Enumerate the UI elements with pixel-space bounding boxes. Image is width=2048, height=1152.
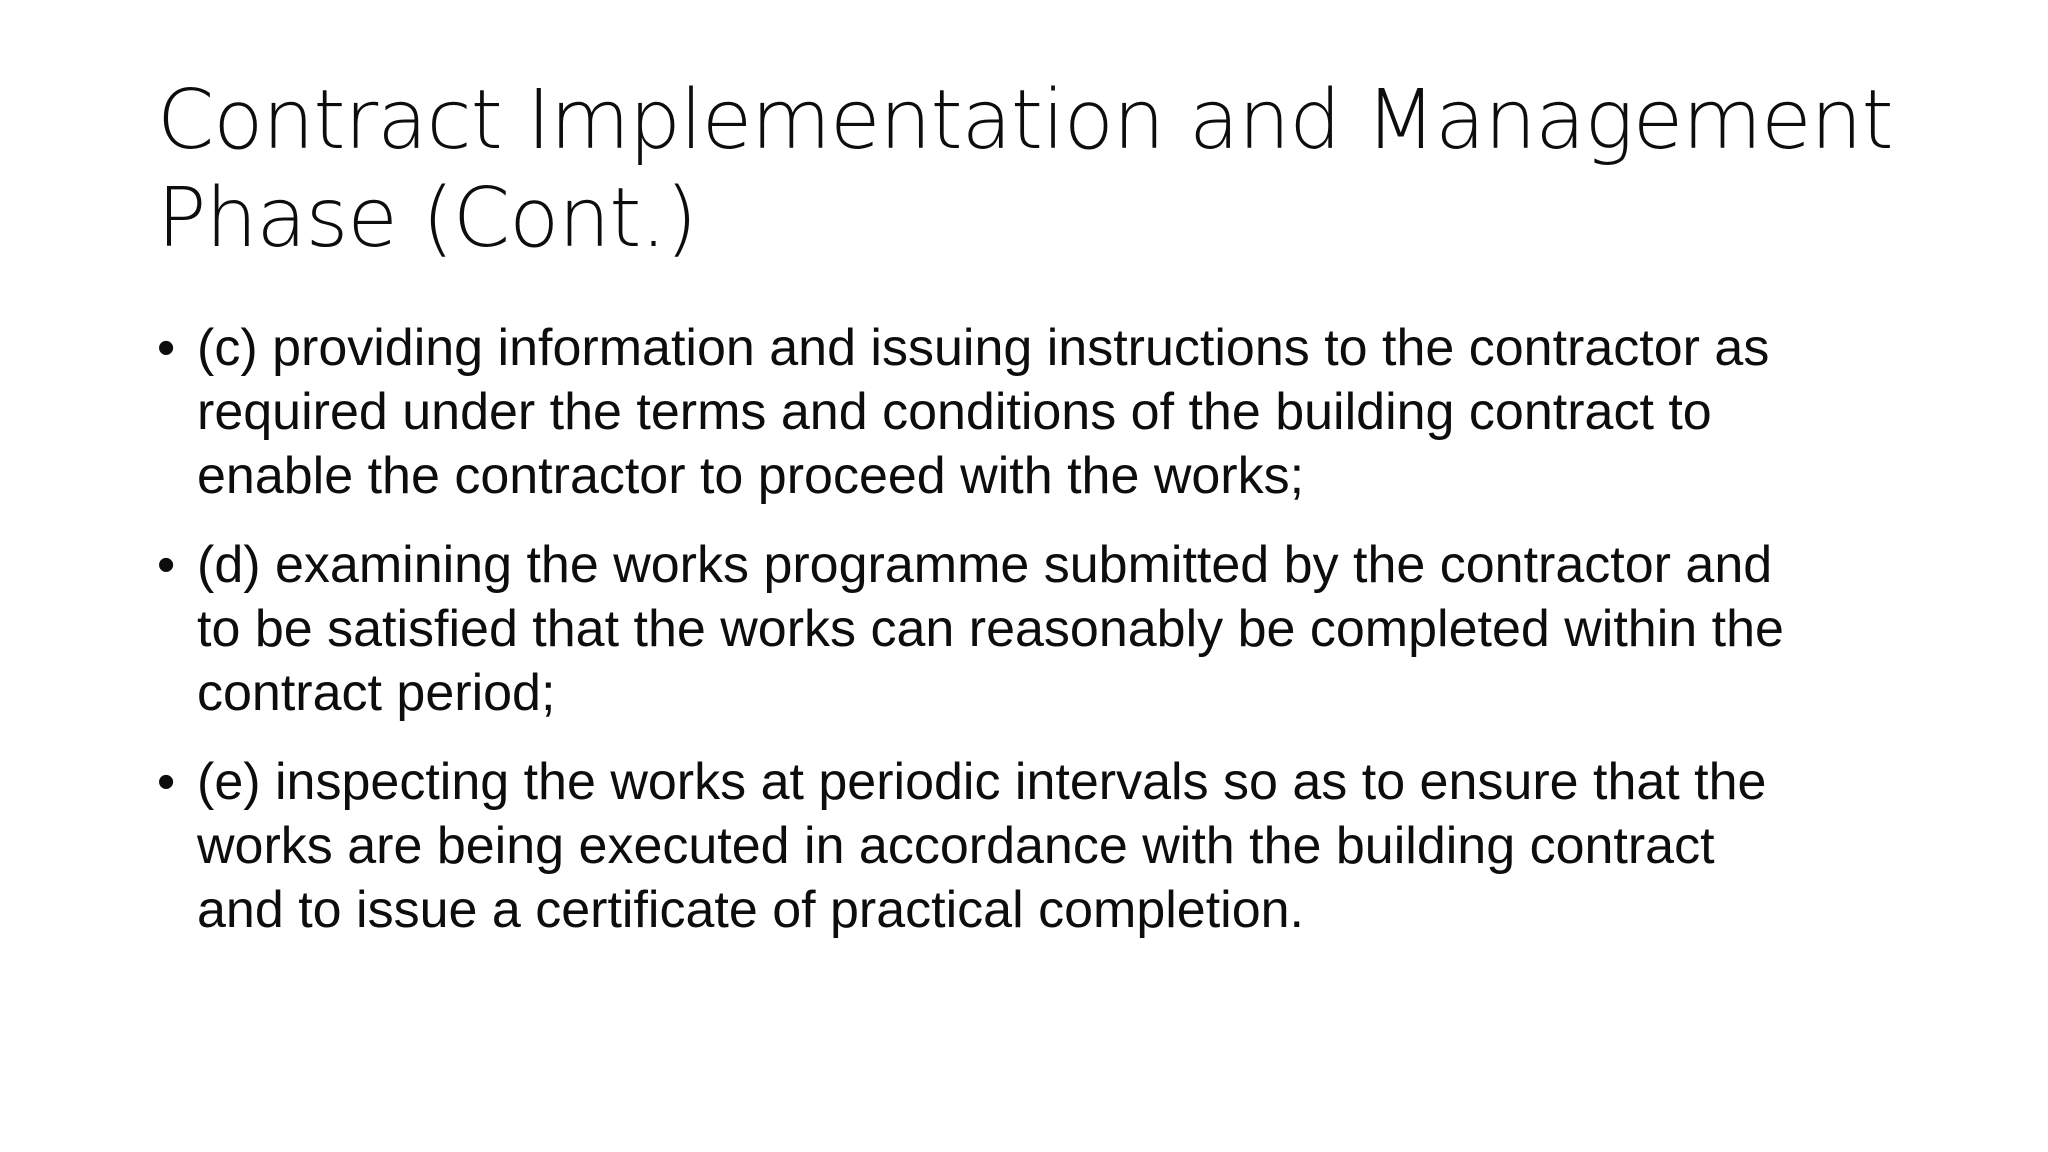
bullet-icon: • — [157, 536, 176, 594]
bullet-line: works are being executed in accordance with the building contract — [197, 817, 1715, 875]
slide-title — [157, 72, 1937, 268]
bullet-list — [157, 316, 1937, 967]
bullet-icon: • — [157, 319, 176, 377]
bullet-line: and to issue a certificate of practical completion. — [197, 881, 1305, 939]
bullet-line: (e) inspecting the works at periodic intervals so as to ensure that the — [197, 753, 1767, 811]
bullet-text — [197, 750, 1937, 942]
bullet-text — [197, 533, 1937, 725]
bullet-item-d — [157, 533, 1937, 725]
slide-title-line-1: Contract Implementation and Management — [157, 73, 1893, 168]
bullet-line: to be satisfied that the works can reasonably be completed within the — [197, 600, 1784, 658]
bullet-item-c — [157, 316, 1937, 508]
bullet-line: (d) examining the works programme submitted by the contractor and — [197, 536, 1773, 594]
bullet-line: contract period; — [197, 664, 556, 722]
bullet-text — [197, 316, 1937, 508]
bullet-line: required under the terms and conditions of the building contract to — [197, 383, 1712, 441]
bullet-line: enable the contractor to proceed with the works; — [197, 447, 1305, 505]
bullet-icon: • — [157, 753, 176, 811]
bullet-line: (c) providing information and issuing instructions to the contractor as — [197, 319, 1770, 377]
slide-title-line-2: Phase (Cont.) — [157, 171, 697, 266]
bullet-item-e — [157, 750, 1937, 942]
